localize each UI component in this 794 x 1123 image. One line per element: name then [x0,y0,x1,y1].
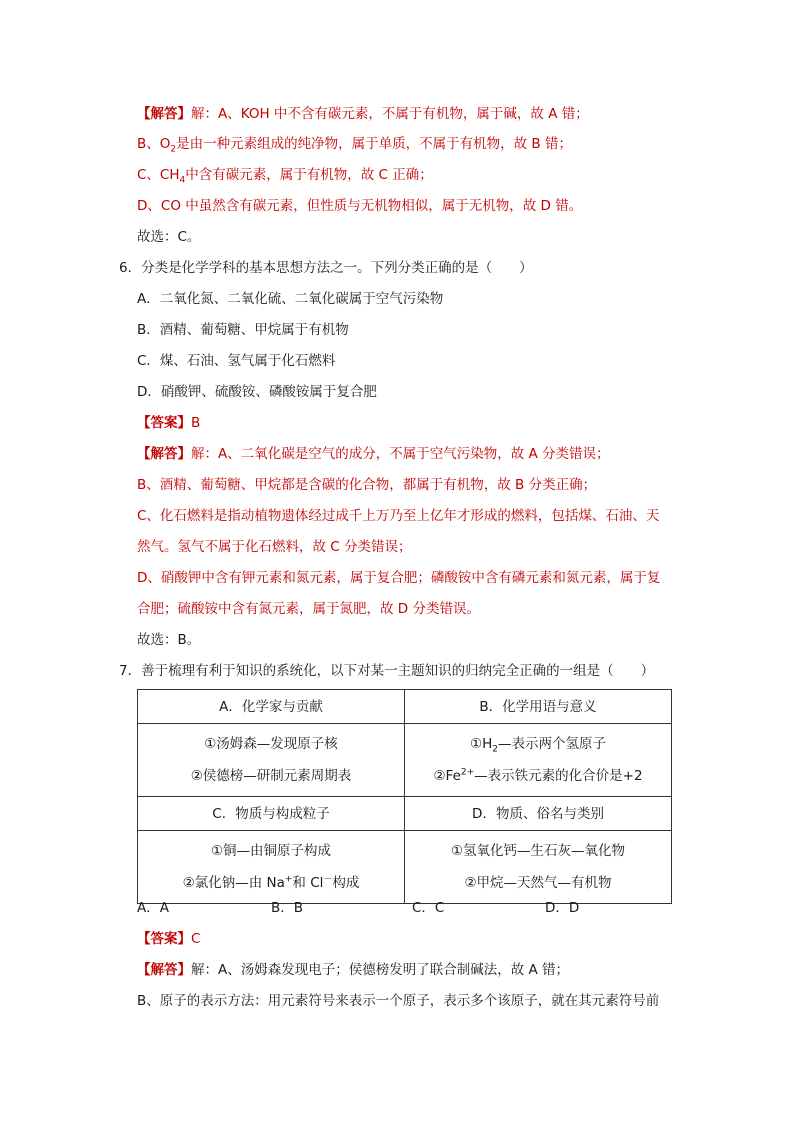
prev-analysis-line-2: B、$O_2$是由一种元素组成的纯净物，属于单质，不属于有机物，故 B 错； [137,136,572,155]
q6-stem: 6．分类是化学学科的基本思想方法之一。下列分类正确的是（ ） [119,260,533,276]
q7-cell-b-body: $①H_2—$表示两个氢原子 $②Fe^{2+}—$表示铁元素的化合价是+2 [405,724,672,797]
prev-analysis-line-3: C、$CH_4$中含有碳元素，属于有机物，故 C 正确； [137,167,433,186]
q6-option-a: A．二氧化氮、二氧化硫、二氧化碳属于空气污染物 [137,291,444,307]
q7-cell-a-head: A．化学家与贡献 [138,690,405,724]
q6-analysis-line-1: 【解答】解：A、二氧化碳是空气的成分，不属于空气污染物，故 A 分类错误； [137,446,610,462]
prev-analysis-line-1: 【解答】解：A、KOH 中不含有碳元素，不属于有机物，属于碱，故 A 错； [137,106,589,122]
q6-option-d: D．硝酸钾、硫酸铵、磷酸铵属于复合肥 [137,384,377,400]
q6-answer: 【答案】B [137,415,201,431]
q7-cell-b-head: B．化学用语与意义 [405,690,672,724]
q7-option-b: B．B [271,900,304,916]
q7-option-d: D．D [545,900,580,916]
q7-analysis-line-1: 【解答】解：A、汤姆森发现电子；侯德榜发明了联合制碱法，故 A 错； [137,962,570,978]
q7-table [137,689,672,904]
q7-cell-d-body: ①氢氧化钙—生石灰—氧化物 ②甲烷—天然气—有机物 [405,831,672,904]
q6-analysis-line-4: 然气。氢气不属于化石燃料，故 C 分类错误； [137,539,412,555]
q7-stem: 7．善于梳理有利于知识的系统化，以下对某一主题知识的归纳完全正确的一组是（ ） [119,663,655,679]
q7-cell-d-head: D．物质、俗名与类别 [405,797,672,831]
q6-option-c: C．煤、石油、氢气属于化石燃料 [137,353,336,369]
q7-answer: 【答案】C [137,931,201,947]
q7-cell-c-head: C．物质与构成粒子 [138,797,405,831]
q7-cell-c-body: ①铜—由铜原子构成 ②氯化钠—由 Na+和 Cl－构成 [138,831,405,904]
prev-analysis-label: 【解答】 [137,106,191,122]
q6-analysis-line-2: B、酒精、葡萄糖、甲烷都是含碳的化合物，都属于有机物，故 B 分类正确； [137,477,597,493]
q6-option-b: B．酒精、葡萄糖、甲烷属于有机物 [137,322,349,338]
q7-analysis-line-2: B、原子的表示方法：用元素符号来表示一个原子，表示多个该原子，就在其元素符号前 [137,993,660,1009]
q7-option-c: C．C [412,900,445,916]
q7-cell-a-body: ①汤姆森—发现原子核 ②侯德榜—研制元素周期表 [138,724,405,797]
prev-analysis-conclusion: 故选：C。 [137,229,201,245]
prev-analysis-line-4: D、CO 中虽然含有碳元素，但性质与无机物相似，属于无机物，故 D 错。 [137,198,583,214]
q6-analysis-line-5: D、硝酸钾中含有钾元素和氮元素，属于复合肥；磷酸铵中含有磷元素和氮元素，属于复 [137,570,661,586]
q6-conclusion: 故选：B。 [137,632,201,648]
q6-analysis-line-3: C、化石燃料是指动植物遗体经过成千上万乃至上亿年才形成的燃料，包括煤、石油、天 [137,508,660,524]
q7-option-a: A．A [137,900,169,916]
q6-analysis-line-6: 合肥；硫酸铵中含有氮元素，属于氮肥，故 D 分类错误。 [137,601,480,617]
